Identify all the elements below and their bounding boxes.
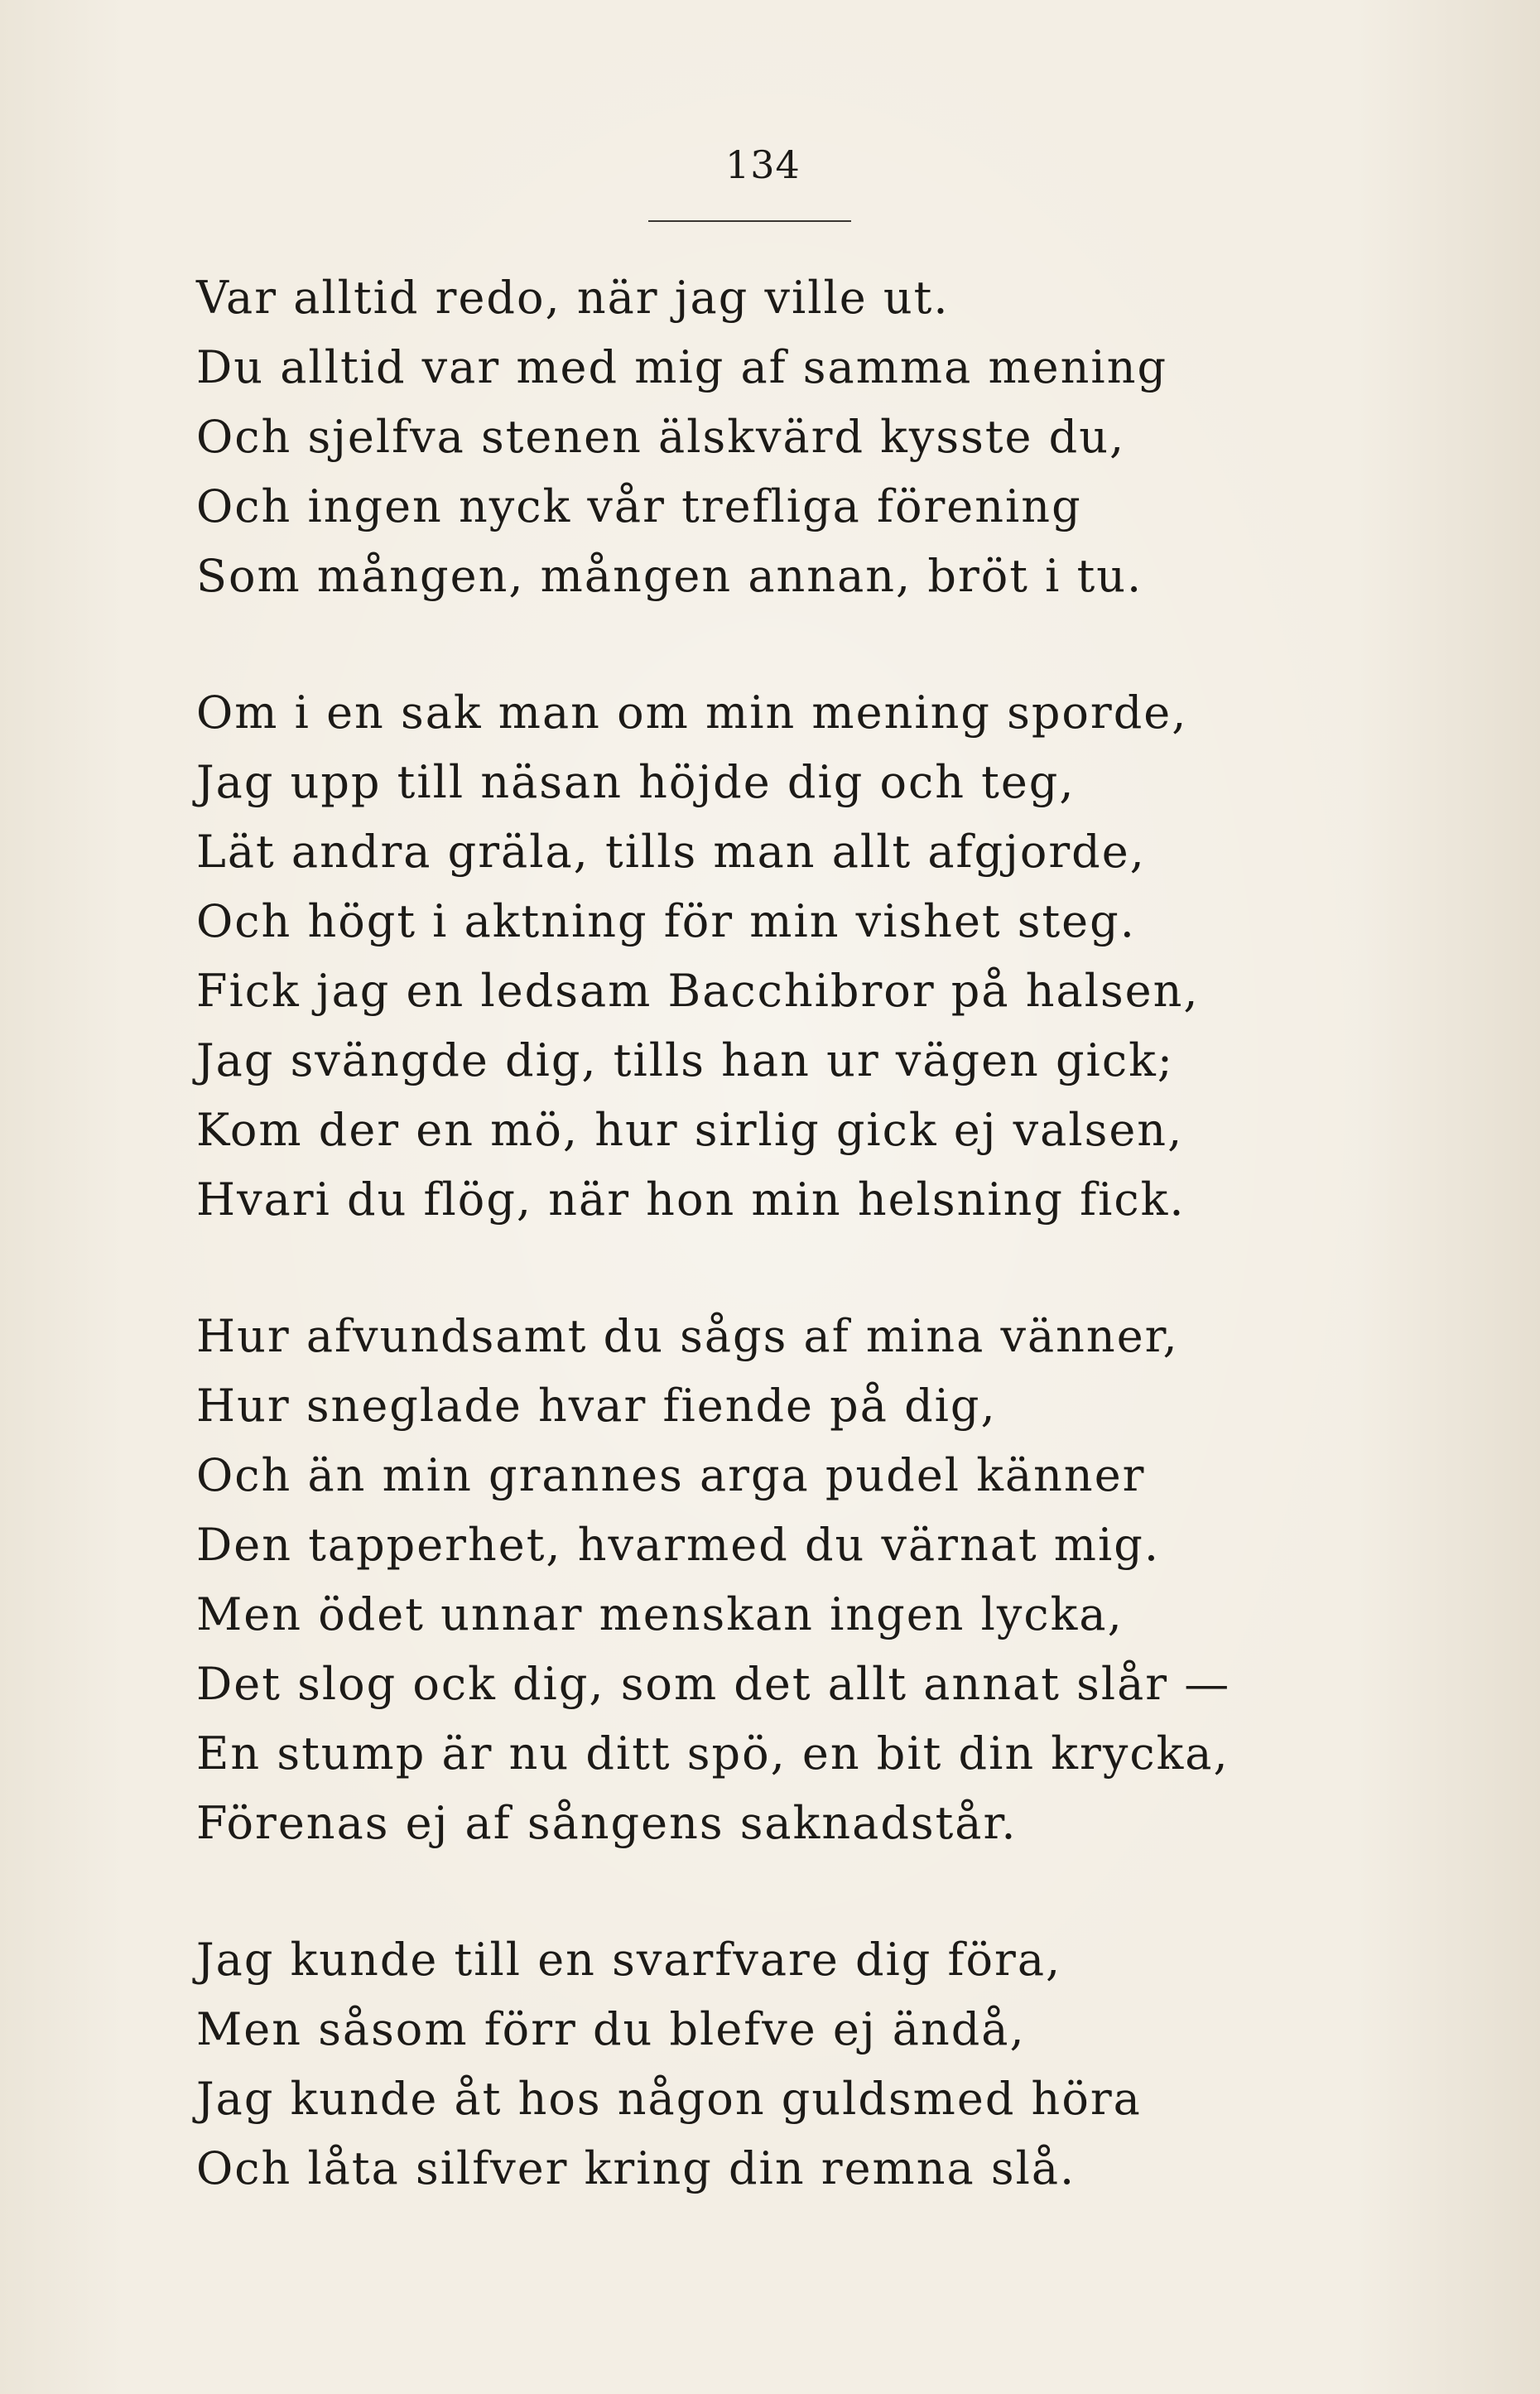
- verse-line: Hur sneglade hvar fiende på dig,: [196, 1380, 997, 1432]
- verse-line: Jag kunde åt hos någon guldsmed höra: [196, 2073, 1142, 2125]
- verse-line: Kom der en mö, hur sirlig gick ej valsen,: [196, 1104, 1184, 1156]
- stanza-4: [196, 1925, 1397, 2204]
- verse-line: Om i en sak man om min mening sporde,: [196, 686, 1188, 739]
- header-rule: [648, 220, 851, 222]
- verse-line: Jag kunde till en svarfvare dig föra,: [196, 1934, 1062, 1986]
- verse-line: Och låta silfver kring din remna slå.: [196, 2142, 1076, 2194]
- stanza-1: [196, 263, 1397, 611]
- poem-text: [196, 263, 1397, 2271]
- verse-line: En stump är nu ditt spö, en bit din krycka,: [196, 1727, 1230, 1780]
- verse-line: Fick jag en ledsam Bacchibror på halsen,: [196, 965, 1200, 1017]
- verse-line: Och ingen nyck vår trefliga förening: [196, 480, 1082, 532]
- verse-line: Och sjelfva stenen älskvärd kysste du,: [196, 411, 1126, 463]
- verse-line: Men såsom förr du blefve ej ändå,: [196, 2003, 1026, 2055]
- verse-line: Hur afvundsamt du sågs af mina vänner,: [196, 1310, 1179, 1362]
- verse-line: Lät andra gräla, tills man allt afgjorde,: [196, 826, 1146, 878]
- verse-line: Men ödet unnar menskan ingen lycka,: [196, 1588, 1124, 1640]
- page-number: 134: [725, 142, 801, 187]
- verse-line: Var alltid redo, när jag ville ut.: [196, 272, 950, 324]
- verse-line: Och högt i aktning för min vishet steg.: [196, 895, 1136, 947]
- verse-line: Som mången, mången annan, bröt i tu.: [196, 550, 1143, 602]
- verse-line: Den tapperhet, hvarmed du värnat mig.: [196, 1519, 1161, 1571]
- verse-line: Du alltid var med mig af samma mening: [196, 341, 1168, 393]
- verse-line: Jag upp till näsan höjde dig och teg,: [196, 756, 1076, 808]
- stanza-2: [196, 678, 1397, 1235]
- verse-line: Och än min grannes arga pudel känner: [196, 1449, 1146, 1501]
- verse-line: Det slog ock dig, som det allt annat slår —: [196, 1658, 1231, 1710]
- stanza-3: [196, 1302, 1397, 1858]
- verse-line: Förenas ej af sångens saknadstår.: [196, 1797, 1018, 1849]
- verse-line: Hvari du flög, när hon min helsning fick.: [196, 1173, 1186, 1226]
- verse-line: Jag svängde dig, tills han ur vägen gick;: [196, 1034, 1174, 1086]
